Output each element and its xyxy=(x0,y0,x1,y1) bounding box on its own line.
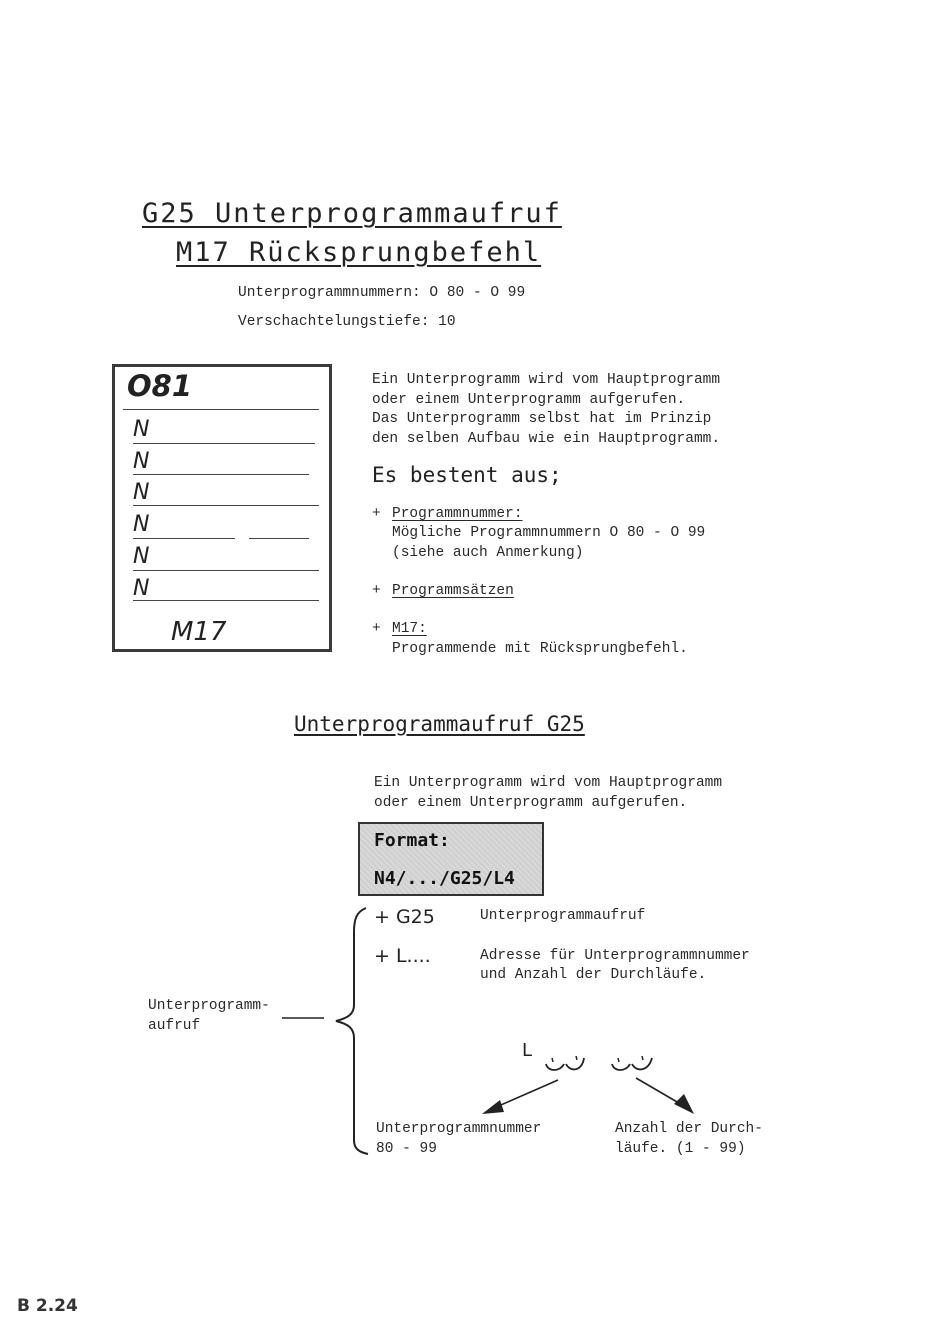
page-number: B 2.24 xyxy=(17,1296,78,1316)
intro-line: oder einem Unterprogramm aufgerufen. xyxy=(372,391,686,408)
arrow-to-program-number xyxy=(494,1080,558,1108)
program-number-range: Unterprogrammnummern: O 80 - O 99 xyxy=(238,285,526,301)
title-g25: G25 Unterprogrammaufruf xyxy=(142,198,562,229)
program-box-footer: M17 xyxy=(171,617,227,647)
arrow-head-icon xyxy=(674,1094,694,1114)
program-box-row: N xyxy=(133,512,150,537)
item-m17-label: M17: xyxy=(392,621,427,637)
call-desc-l: und Anzahl der Durchläufe. xyxy=(480,967,707,983)
intro-line: den selben Aufbau wie ein Hauptprogramm. xyxy=(372,430,721,447)
intro-line: Das Unterprogramm selbst hat im Prinzip xyxy=(372,411,712,427)
program-box-row: N xyxy=(133,576,150,601)
item-marker: + xyxy=(372,621,381,637)
call-label-line: Unterprogramm- xyxy=(148,998,270,1014)
item-program-number-detail: Mögliche Programmnummern O 80 - O 99 xyxy=(392,525,706,541)
program-box-row: N xyxy=(133,480,150,505)
left-target-line: 80 - 99 xyxy=(376,1140,437,1157)
call-label-line: aufruf xyxy=(148,1017,201,1034)
call-desc-g25: Unterprogrammaufruf xyxy=(480,908,646,924)
item-program-number-detail: (siehe auch Anmerkung) xyxy=(392,545,584,561)
item-marker: + xyxy=(372,506,381,522)
call-code-g25: + G25 xyxy=(374,906,435,928)
nesting-depth: Verschachtelungstiefe: 10 xyxy=(238,314,456,330)
program-box-row: N xyxy=(133,417,150,442)
program-box-row: N xyxy=(133,544,150,569)
title-m17: M17 Rücksprungbefehl xyxy=(176,237,542,268)
consists-of-heading: Es bestent aus; xyxy=(372,463,562,487)
item-marker: + xyxy=(372,583,381,599)
right-target-line: läufe. (1 - 99) xyxy=(615,1140,746,1157)
item-blocks-label: Programmsätzen xyxy=(392,583,514,599)
section2-line: oder einem Unterprogramm aufgerufen. xyxy=(374,794,688,811)
item-m17-detail: Programmende mit Rücksprungbefehl. xyxy=(392,641,688,657)
curly-brace-icon xyxy=(336,908,368,1154)
format-label: Format: xyxy=(374,830,450,851)
arrow-head-icon xyxy=(482,1100,504,1114)
section2-line: Ein Unterprogramm wird vom Hauptprogramm xyxy=(374,775,723,791)
call-code-l: + L.... xyxy=(374,945,431,967)
intro-line: Ein Unterprogramm wird vom Hauptprogramm xyxy=(372,372,721,388)
right-target-line: Anzahl der Durch- xyxy=(615,1121,763,1137)
address-letter: L xyxy=(522,1040,533,1061)
left-target-line: Unterprogrammnummer xyxy=(376,1121,542,1137)
program-box-header: O81 xyxy=(127,369,193,403)
program-box-row: N xyxy=(133,449,150,474)
format-value: N4/.../G25/L4 xyxy=(374,868,515,889)
item-program-number-label: Programmnummer: xyxy=(392,506,523,522)
section-heading-g25: Unterprogrammaufruf G25 xyxy=(294,712,585,736)
call-desc-l: Adresse für Unterprogrammnummer xyxy=(480,948,750,964)
